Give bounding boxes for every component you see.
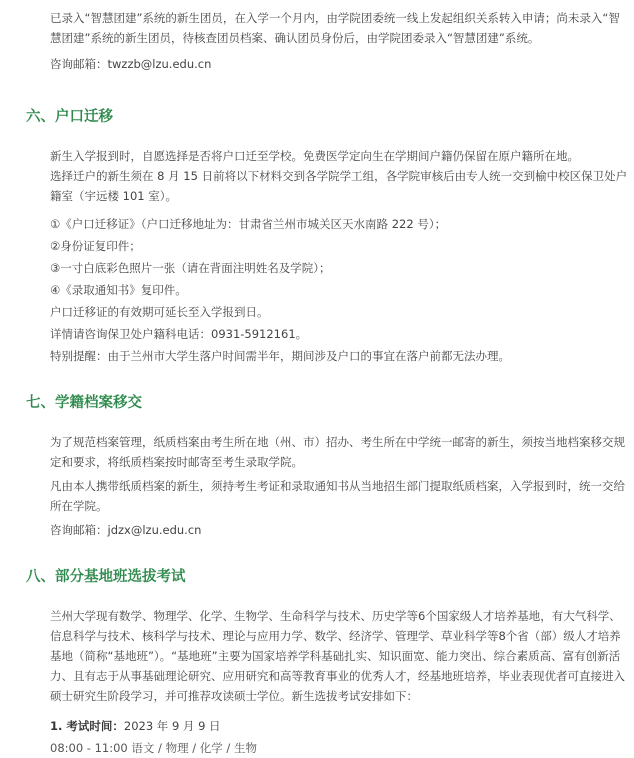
exam-schedule-row: 08:00 - 11:00 语文 / 物理 / 化学 / 生物	[50, 741, 257, 755]
section-title-archive: 七、学籍档案移交	[26, 395, 142, 411]
sec6-item-4: ④《录取通知书》复印件。	[50, 283, 187, 297]
sec7-paragraph-2: 凡由本人携带纸质档案的新生，须持考生考证和录取通知书从当地招生部门提取纸质档案，入学报到时，统一交给所在学院。	[50, 479, 625, 513]
sec7-email: 咨询邮箱：jdzx@lzu.edu.cn	[50, 523, 202, 537]
sec6-note-3: 特别提醒：由于兰州市大学生落户时间需半年，期间涉及户口的事宜在落户前都无法办理。	[50, 349, 510, 363]
sec6-item-1: ①《户口迁移证》（户口迁移地址为：甘肃省兰州市城关区天水南路 222 号）；	[50, 217, 447, 231]
sec6-paragraph-2: 选择迁户的新生须在 8 月 15 日前将以下材料交到各学院学工组，各学院审核后由专人统一交到榆中校区保卫处户籍室（宇远楼 101 室）。	[50, 169, 628, 203]
sec6-paragraph-1: 新生入学报到时，自愿选择是否将户口迁至学校。免费医学定向生在学期间户籍仍保留在原户籍所在地。	[50, 149, 579, 163]
section-title-hukou: 六、户口迁移	[26, 109, 113, 125]
exam-time-label: 1. 考试时间：	[50, 719, 124, 733]
sec6-item-2: ②身份证复印件；	[50, 239, 141, 253]
sec5-email: 咨询邮箱：twzzb@lzu.edu.cn	[50, 57, 212, 71]
exam-time-value: 2023 年 9 月 9 日	[123, 719, 221, 733]
sec6-note-2: 详情请咨询保卫处户籍科电话：0931-5912161。	[50, 327, 308, 341]
sec7-paragraph-1: 为了规范档案管理，纸质档案由考生所在地（州、市）招办、考生所在中学统一邮寄的新生，须按当地档案移交规定和要求，将纸质档案按时邮寄至考生录取学院。	[50, 435, 625, 469]
exam-time-row	[26, 716, 634, 736]
sec8-paragraph: 兰州大学现有数学、物理学、化学、生物学、生命科学与技术、历史学等6个国家级人才培养基地，有大气科学、信息科学与技术、核科学与技术、理论与应用力学、数学、经济学、管理学、草业科学等8个省（部）级人才培养基地（简称“基地班”）。“基地班”主要为国家培养学科基础扎实、知识面宽、能力突出、综合素质高、富有创新活力、且有志于从事基础理论研究、应用研究和高等教育事业的优秀人才，经基地班培养，毕业表现优者可直接进入硕士研究生阶段学习，并可推荐攻读硕士学位。新生选拔考试安排如下：	[50, 609, 625, 703]
section-title-base-class: 八、部分基地班选拔考试	[26, 569, 186, 585]
sec5-paragraph: 已录入“智慧团建”系统的新生团员，在入学一个月内，由学院团委统一线上发起组织关系转入申请；尚未录入“智慧团建”系统的新生团员，待核查团员档案、确认团员身份后，由学院团委录入“智慧团建”系统。	[50, 11, 620, 45]
sec6-item-3: ③一寸白底彩色照片一张（请在背面注明姓名及学院）；	[50, 261, 331, 275]
sec6-note-1: 户口迁移证的有效期可延长至入学报到日。	[50, 305, 269, 319]
